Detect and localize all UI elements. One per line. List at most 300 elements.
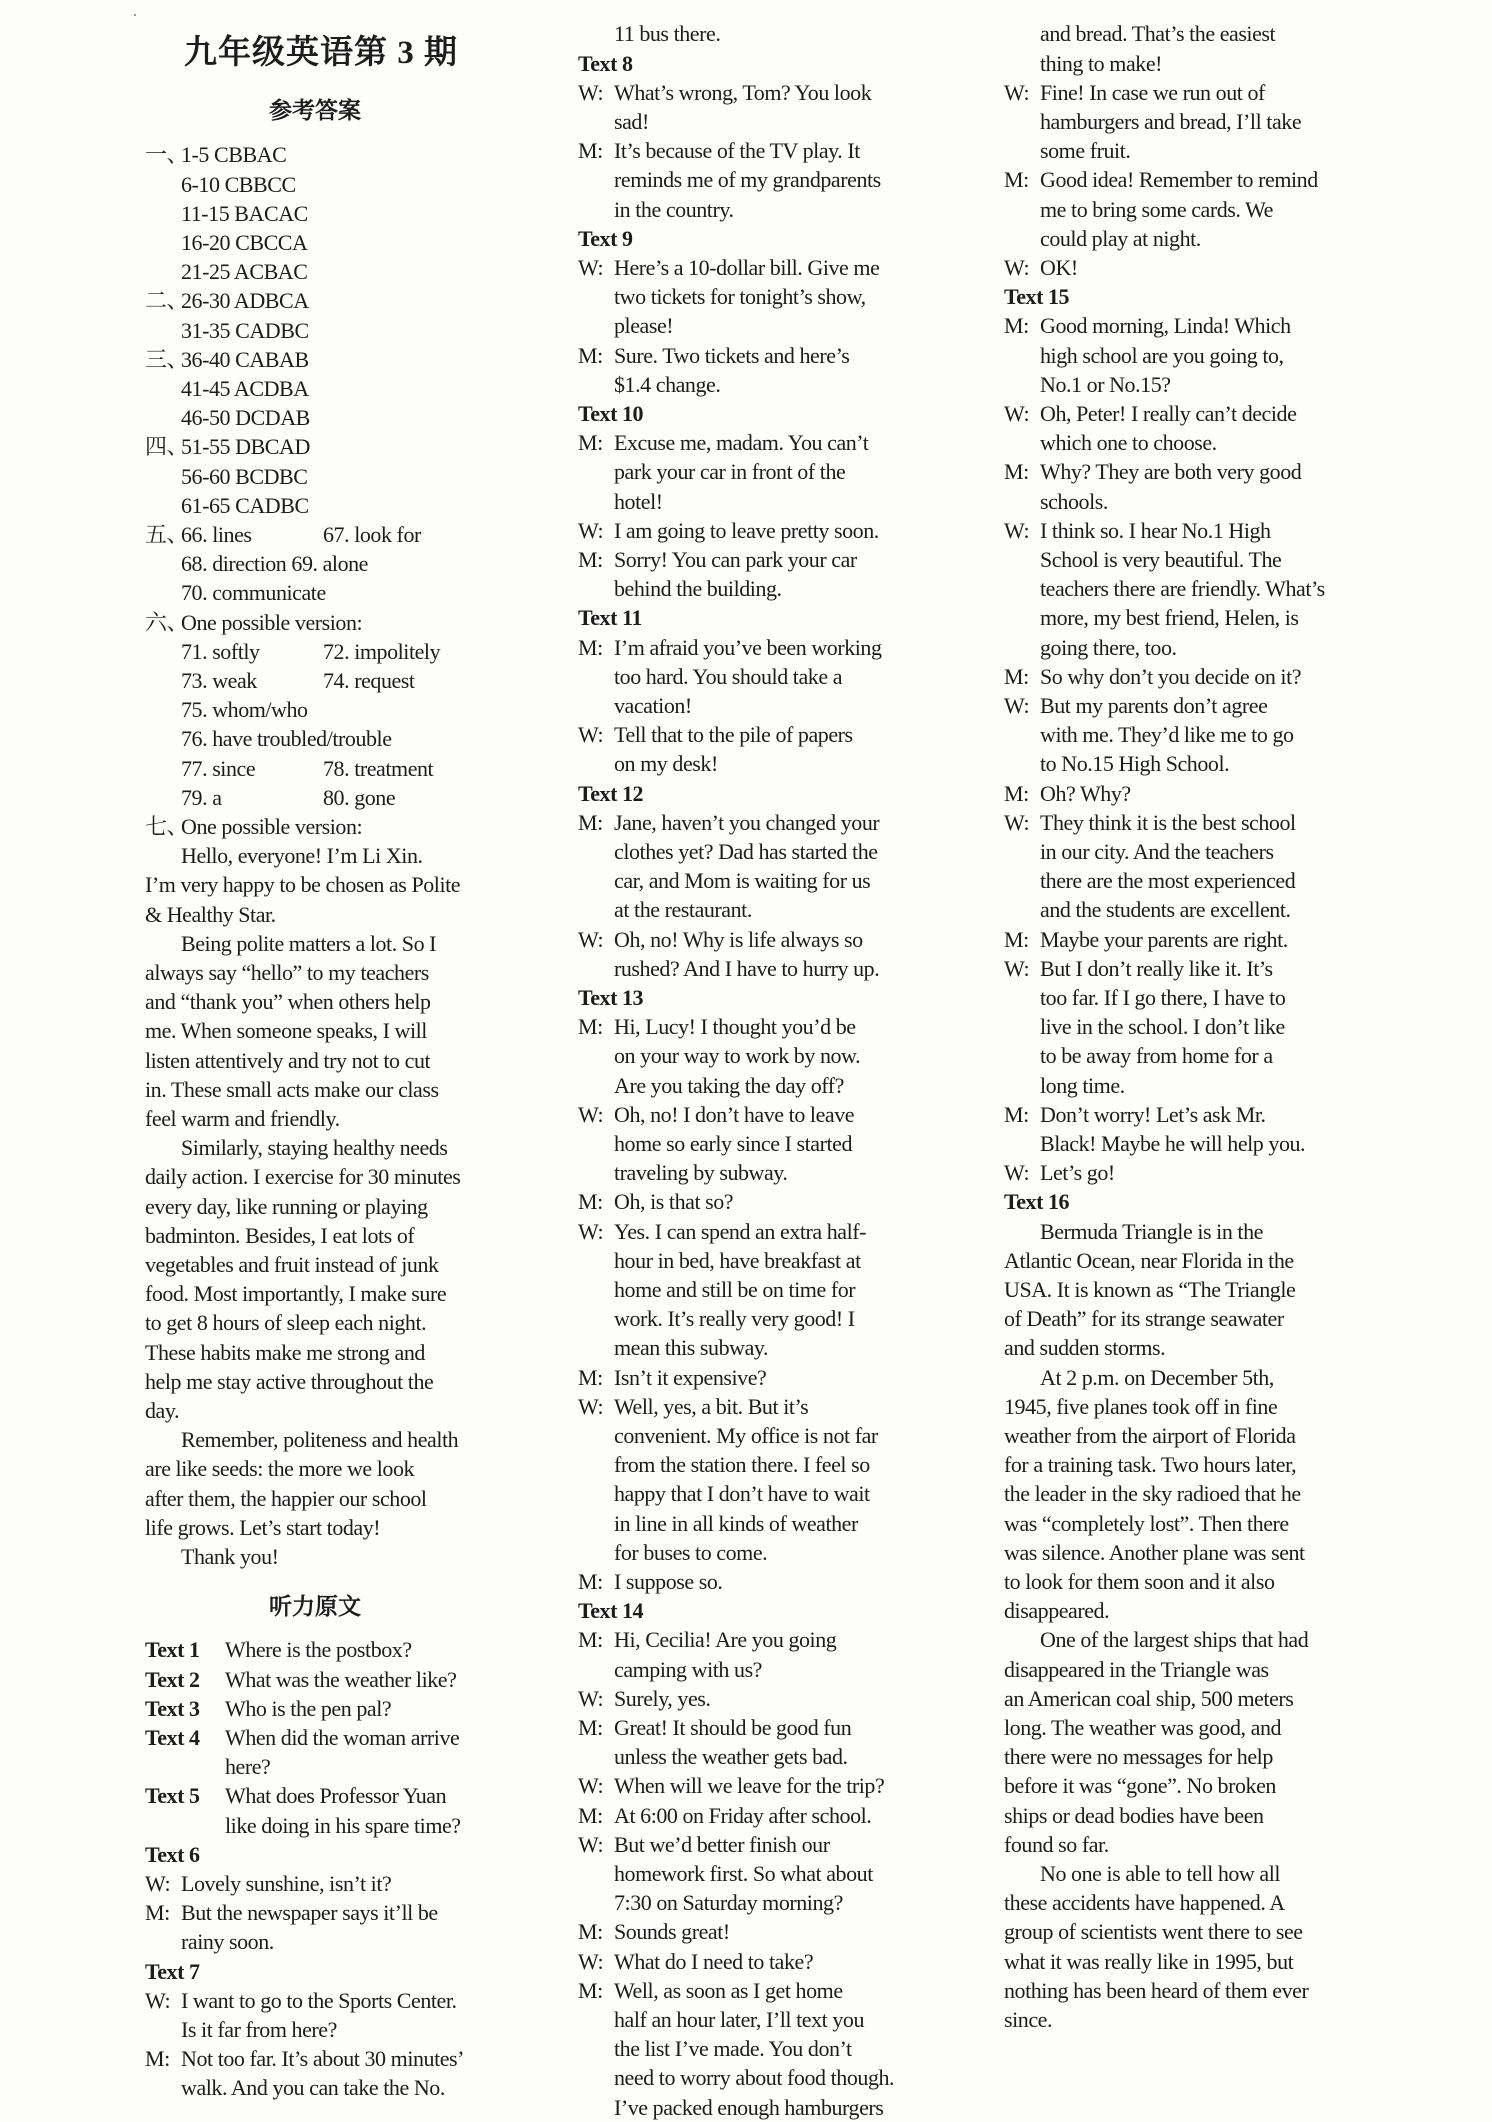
line-text: Good morning, Linda! Which bbox=[1040, 313, 1291, 339]
line-text: 6-10 CBBCC bbox=[181, 171, 296, 197]
dialogue-line bbox=[578, 808, 879, 837]
text-line bbox=[145, 520, 421, 549]
line-text: Oh, no! Why is life always so bbox=[614, 926, 863, 952]
line-text: 41-45 ACDBA bbox=[181, 376, 309, 401]
speaker-label: M: bbox=[578, 1189, 603, 1215]
text-line bbox=[1004, 1567, 1275, 1596]
dialogue-line bbox=[578, 633, 882, 662]
text-line bbox=[1004, 1888, 1285, 1917]
line-text: too far. If I go there, I have to bbox=[1040, 985, 1286, 1010]
dialogue-line bbox=[1004, 516, 1271, 545]
dialogue-line bbox=[1004, 954, 1273, 983]
line-text: some fruit. bbox=[1040, 138, 1131, 164]
line-text: to be away from home for a bbox=[1040, 1043, 1273, 1069]
line-text: When will we leave for the trip? bbox=[614, 1773, 885, 1799]
line-text: on your way to work by now. bbox=[614, 1043, 861, 1069]
text-line bbox=[181, 783, 396, 812]
line-text: 66. lines bbox=[181, 522, 252, 547]
speaker-label: M: bbox=[1004, 313, 1029, 339]
scan-speck bbox=[134, 14, 136, 16]
section-heading bbox=[578, 603, 642, 632]
text-number-label: Text 4 bbox=[145, 1725, 200, 1750]
text-line bbox=[614, 662, 842, 691]
line-text: 56-60 BCDBC bbox=[181, 463, 308, 489]
line-text: at the restaurant. bbox=[614, 897, 752, 923]
speaker-label: W: bbox=[1004, 809, 1030, 835]
text-line bbox=[145, 1308, 426, 1337]
line-text: 16-20 CBCCA bbox=[181, 230, 308, 255]
line-text: reminds me of my grandparents bbox=[614, 167, 881, 193]
line-text: half an hour later, I’ll text you bbox=[614, 2007, 865, 2032]
text-line bbox=[1004, 1596, 1109, 1625]
dialogue-line bbox=[1004, 691, 1267, 720]
text-line bbox=[614, 895, 752, 924]
text-line bbox=[1040, 720, 1294, 749]
text-line bbox=[225, 1752, 270, 1781]
text-line bbox=[145, 1016, 427, 1045]
line-text: happy that I don’t have to wait bbox=[614, 1481, 870, 1507]
line-text: Well, as soon as I get home bbox=[614, 1977, 843, 2003]
line-text: live in the school. I don’t like bbox=[1040, 1014, 1285, 1040]
text-line bbox=[614, 487, 663, 516]
line-text: before it was “gone”. No broken bbox=[1004, 1773, 1276, 1799]
speaker-label: W: bbox=[578, 1773, 604, 1799]
dialogue-line bbox=[1004, 78, 1265, 107]
line-text: Oh? Why? bbox=[1040, 780, 1131, 806]
speaker-label: M: bbox=[1004, 459, 1029, 485]
line-text: two tickets for tonight’s show, bbox=[614, 284, 866, 310]
section-heading bbox=[578, 399, 643, 428]
text-line bbox=[181, 374, 309, 403]
text-line bbox=[614, 1304, 855, 1333]
line-text: too hard. You should take a bbox=[614, 663, 843, 689]
speaker-label: M: bbox=[578, 1977, 603, 2003]
dialogue-line bbox=[578, 545, 857, 574]
dialogue-line bbox=[578, 720, 853, 749]
text-line bbox=[181, 2015, 337, 2044]
speaker-label: M: bbox=[578, 1802, 603, 1828]
text-number-label: Text 5 bbox=[145, 1783, 200, 1809]
line-text: Is it far from here? bbox=[181, 2017, 337, 2042]
text-line bbox=[614, 2063, 894, 2092]
line-text: Who is the pen pal? bbox=[225, 1695, 392, 1721]
speaker-label: W: bbox=[578, 1393, 604, 1419]
line-text: and “thank you” when others help bbox=[145, 989, 431, 1015]
line-text: Yes. I can spend an extra half- bbox=[614, 1218, 867, 1244]
line-text: Atlantic Ocean, near Florida in the bbox=[1004, 1247, 1294, 1273]
text-line bbox=[614, 1888, 843, 1917]
text-line bbox=[145, 1162, 460, 1191]
line-text: But the newspaper says it’ll be bbox=[181, 1900, 438, 1926]
text-line bbox=[145, 1279, 446, 1308]
line-text: Sorry! You can park your car bbox=[614, 547, 857, 572]
text-line bbox=[1004, 1392, 1277, 1421]
text-line bbox=[614, 1742, 848, 1771]
line-text: Tell that to the pile of papers bbox=[614, 722, 853, 748]
dialogue-line bbox=[578, 1567, 722, 1596]
text-line bbox=[1004, 1538, 1305, 1567]
dialogue-line bbox=[578, 341, 849, 370]
text-line bbox=[145, 958, 429, 987]
line-text: Sure. Two tickets and here’s bbox=[614, 342, 850, 368]
line-text: At 2 p.m. on December 5th, bbox=[1040, 1364, 1274, 1390]
line-text: Being polite matters a lot. So I bbox=[181, 930, 437, 956]
line-text: more, my best friend, Helen, is bbox=[1040, 605, 1299, 631]
line-text: behind the building. bbox=[614, 576, 782, 602]
text-line bbox=[181, 228, 307, 257]
speaker-label: M: bbox=[578, 1919, 603, 1945]
speaker-label: M: bbox=[578, 1569, 603, 1594]
text-line bbox=[181, 1425, 458, 1454]
text-line bbox=[614, 954, 879, 983]
text-line bbox=[145, 286, 309, 315]
dialogue-line bbox=[578, 1684, 710, 1713]
text-line bbox=[1040, 341, 1284, 370]
line-text: Sounds great! bbox=[614, 1919, 730, 1945]
line-text: home and still be on time for bbox=[614, 1277, 856, 1302]
line-text: 21-25 ACBAC bbox=[181, 259, 308, 285]
speaker-label: M: bbox=[578, 547, 603, 572]
line-text: Remember, politeness and health bbox=[181, 1427, 459, 1453]
line-text: I want to go to the Sports Center. bbox=[181, 1987, 457, 2013]
line-text: group of scientists went there to see bbox=[1004, 1919, 1303, 1945]
text-line bbox=[614, 195, 734, 224]
line-text: Hi, Cecilia! Are you going bbox=[614, 1627, 837, 1653]
line-text: on my desk! bbox=[614, 751, 718, 777]
line-text: 36-40 CABAB bbox=[181, 346, 309, 372]
dialogue-line bbox=[1004, 311, 1291, 340]
line-text: the leader in the sky radioed that he bbox=[1004, 1481, 1301, 1507]
dialogue-line bbox=[578, 1217, 866, 1246]
line-text: Bermuda Triangle is in the bbox=[1040, 1218, 1263, 1244]
text-line bbox=[614, 107, 649, 136]
text-line bbox=[145, 1338, 425, 1367]
line-text: 51-55 DBCAD bbox=[181, 434, 310, 460]
text-line bbox=[1040, 136, 1130, 165]
speaker-label: W: bbox=[145, 1871, 171, 1896]
line-text: traveling by subway. bbox=[614, 1160, 788, 1186]
dialogue-line bbox=[1004, 779, 1131, 808]
line-text: I’m afraid you’ve been working bbox=[614, 634, 882, 660]
line-text: Text 11 bbox=[578, 605, 642, 631]
text-line bbox=[1004, 1421, 1296, 1450]
text-line bbox=[1004, 1450, 1296, 1479]
line-text: 61-65 CADBC bbox=[181, 492, 309, 518]
line-text: badminton. Besides, I eat lots of bbox=[145, 1222, 415, 1248]
text-line bbox=[614, 866, 870, 895]
text-line bbox=[1040, 866, 1295, 895]
line-text: Hi, Lucy! I thought you’d be bbox=[614, 1014, 856, 1040]
page-title: 九年级英语第 3 期 bbox=[184, 35, 458, 71]
text-line bbox=[614, 837, 878, 866]
line-text: ships or dead bodies have been bbox=[1004, 1802, 1264, 1828]
line-text: mean this subway. bbox=[614, 1335, 769, 1361]
text-line bbox=[145, 1635, 412, 1664]
line-text: vacation! bbox=[614, 693, 692, 718]
line-text: Oh, is that so? bbox=[614, 1189, 734, 1215]
line-text: thing to make! bbox=[1040, 50, 1163, 76]
dialogue-line bbox=[145, 1898, 438, 1927]
speaker-label: M: bbox=[1004, 926, 1029, 952]
text-line bbox=[145, 1046, 430, 1075]
section-heading bbox=[578, 983, 643, 1012]
line-text: Isn’t it expensive? bbox=[614, 1364, 767, 1390]
section-number-label: 六、 bbox=[145, 609, 189, 635]
text-line bbox=[181, 724, 392, 753]
line-text: car, and Mom is waiting for us bbox=[614, 868, 871, 894]
line-text: 46-50 DCDAB bbox=[181, 405, 310, 431]
text-number-label: Text 1 bbox=[145, 1637, 200, 1663]
text-line bbox=[181, 754, 434, 783]
text-line bbox=[1040, 895, 1291, 924]
speaker-label: W: bbox=[578, 926, 604, 952]
line-text: park your car in front of the bbox=[614, 459, 846, 485]
dialogue-line bbox=[1004, 925, 1288, 954]
dialogue-line bbox=[578, 516, 879, 545]
text-line bbox=[614, 165, 881, 194]
line-text: please! bbox=[614, 313, 674, 339]
line-text: what it was really like in 1995, but bbox=[1004, 1948, 1294, 1974]
line-text: disappeared. bbox=[1004, 1598, 1110, 1624]
line-text: 68. direction 69. alone bbox=[181, 551, 368, 577]
text-line bbox=[145, 812, 362, 841]
dialogue-line bbox=[1004, 662, 1301, 691]
speaker-label: W: bbox=[1004, 401, 1030, 426]
speaker-label: M: bbox=[578, 342, 603, 368]
text-line bbox=[614, 1129, 852, 1158]
text-line bbox=[1004, 1947, 1293, 1976]
speaker-label: W: bbox=[578, 255, 604, 280]
line-text: It’s because of the TV play. It bbox=[614, 138, 860, 164]
line-text: Text 16 bbox=[1004, 1189, 1070, 1215]
line-text: hour in bed, have breakfast at bbox=[614, 1247, 861, 1273]
line-text: daily action. I exercise for 30 minutes bbox=[145, 1164, 461, 1190]
section-heading bbox=[145, 1840, 200, 1869]
dialogue-line bbox=[1004, 399, 1296, 428]
text-line bbox=[1040, 1071, 1125, 1100]
dialogue-line bbox=[1004, 1158, 1115, 1187]
text-line bbox=[1040, 19, 1275, 48]
dialogue-line bbox=[578, 428, 868, 457]
dialogue-line bbox=[578, 1713, 851, 1742]
line-text: Black! Maybe he will help you. bbox=[1040, 1131, 1306, 1156]
line-text: sad! bbox=[614, 109, 649, 134]
line-text: going there, too. bbox=[1040, 634, 1177, 660]
text-number-label: Text 3 bbox=[145, 1695, 200, 1721]
line-text: an American coal ship, 500 meters bbox=[1004, 1685, 1294, 1711]
line-text: here? bbox=[225, 1754, 271, 1780]
text-line bbox=[614, 2005, 864, 2034]
line-text: to get 8 hours of sleep each night. bbox=[145, 1310, 427, 1336]
line-text: But my parents don’t agree bbox=[1040, 693, 1268, 718]
line-text: & Healthy Star. bbox=[145, 901, 276, 927]
line-text: Text 8 bbox=[578, 50, 633, 76]
line-text: What do I need to take? bbox=[614, 1948, 814, 1974]
line-text: 77. since bbox=[181, 755, 256, 781]
line-text: convenient. My office is not far bbox=[614, 1423, 878, 1448]
text-line bbox=[1004, 1275, 1295, 1304]
line-text: One possible version: bbox=[181, 609, 363, 635]
text-line bbox=[1004, 1771, 1276, 1800]
text-line bbox=[614, 2093, 883, 2122]
text-line bbox=[181, 666, 415, 695]
line-text: rainy soon. bbox=[181, 1929, 274, 1955]
line-text: since. bbox=[1004, 2007, 1053, 2032]
line-text: for a training task. Two hours later, bbox=[1004, 1452, 1297, 1478]
line-text: camping with us? bbox=[614, 1656, 762, 1682]
speaker-label: W: bbox=[578, 722, 604, 748]
line-text: to look for them soon and it also bbox=[1004, 1569, 1275, 1594]
line-text: long. The weather was good, and bbox=[1004, 1715, 1282, 1740]
line-text: from the station there. I feel so bbox=[614, 1452, 870, 1478]
line-text: walk. And you can take the No. bbox=[181, 2075, 445, 2101]
line-text: 1-5 CBBAC bbox=[181, 142, 287, 168]
dialogue-line bbox=[578, 1917, 730, 1946]
line-text: 1945, five planes took off in fine bbox=[1004, 1393, 1278, 1419]
text-line bbox=[1040, 1363, 1274, 1392]
line-text: One possible version: bbox=[181, 814, 363, 839]
dialogue-line bbox=[145, 1869, 391, 1898]
line-text: Oh, no! I don’t have to leave bbox=[614, 1101, 855, 1127]
line-text: always say “hello” to my teachers bbox=[145, 960, 429, 985]
line-text: the list I’ve made. You don’t bbox=[614, 2036, 852, 2062]
line-text: USA. It is known as “The Triangle bbox=[1004, 1277, 1296, 1302]
line-text: like doing in his spare time? bbox=[225, 1812, 461, 1838]
dialogue-line bbox=[578, 1947, 813, 1976]
line-text: Text 14 bbox=[578, 1598, 644, 1624]
line-text: Maybe your parents are right. bbox=[1040, 926, 1288, 952]
dialogue-line bbox=[578, 1392, 808, 1421]
text-line bbox=[181, 199, 308, 228]
dialogue-line bbox=[1004, 1100, 1266, 1129]
text-line bbox=[145, 987, 431, 1016]
line-text: Lovely sunshine, isn’t it? bbox=[181, 1871, 392, 1896]
line-text: Similarly, staying healthy needs bbox=[181, 1135, 448, 1161]
text-number-label: Text 2 bbox=[145, 1666, 200, 1692]
line-text: these accidents have happened. A bbox=[1004, 1890, 1285, 1916]
text-line bbox=[1040, 749, 1229, 778]
section-number-label: 一、 bbox=[145, 142, 189, 168]
line-text: Great! It should be good fun bbox=[614, 1715, 852, 1740]
text-line bbox=[1040, 1041, 1273, 1070]
dialogue-line bbox=[578, 1012, 856, 1041]
text-line bbox=[145, 1781, 446, 1810]
text-line bbox=[145, 1723, 459, 1752]
speaker-label: M: bbox=[145, 1900, 170, 1926]
text-line bbox=[1004, 1976, 1308, 2005]
line-text: Where is the postbox? bbox=[225, 1637, 412, 1663]
line-text: was silence. Another plane was sent bbox=[1004, 1539, 1305, 1565]
line-text: with me. They’d like me to go bbox=[1040, 722, 1294, 748]
text-line bbox=[1004, 1509, 1289, 1538]
line-text: 26-30 ADBCA bbox=[181, 288, 309, 314]
line-text: Excuse me, madam. You can’t bbox=[614, 430, 869, 456]
speaker-label: M: bbox=[1004, 663, 1029, 689]
line-text: 7:30 on Saturday morning? bbox=[614, 1890, 843, 1916]
text-line bbox=[1004, 1479, 1301, 1508]
line-text: I suppose so. bbox=[614, 1569, 723, 1594]
speaker-label: M: bbox=[578, 138, 603, 164]
speaker-label: M: bbox=[578, 430, 603, 456]
speaker-label: M: bbox=[578, 1627, 603, 1653]
text-line bbox=[181, 491, 309, 520]
line-text: found so far. bbox=[1004, 1831, 1109, 1857]
line-text: Text 12 bbox=[578, 780, 644, 806]
text-line bbox=[614, 19, 720, 48]
second-answer: 72. impolitely bbox=[323, 638, 441, 664]
text-line bbox=[145, 1665, 456, 1694]
text-line bbox=[145, 608, 362, 637]
text-line bbox=[181, 1133, 447, 1162]
line-text: Not too far. It’s about 30 minutes’ bbox=[181, 2046, 465, 2072]
text-line bbox=[614, 1859, 873, 1888]
speaker-label: M: bbox=[578, 1364, 603, 1390]
line-text: What’s wrong, Tom? You look bbox=[614, 79, 872, 105]
speaker-label: W: bbox=[1004, 517, 1030, 543]
text-line bbox=[145, 1484, 427, 1513]
text-line bbox=[1040, 574, 1325, 603]
text-line bbox=[614, 749, 718, 778]
text-line bbox=[614, 1538, 767, 1567]
text-line bbox=[145, 1075, 439, 1104]
line-text: disappeared in the Triangle was bbox=[1004, 1656, 1269, 1682]
speaker-label: W: bbox=[578, 1831, 604, 1857]
text-line bbox=[1040, 487, 1108, 516]
speaker-label: W: bbox=[578, 1101, 604, 1127]
text-line bbox=[181, 257, 307, 286]
speaker-label: W: bbox=[578, 1948, 604, 1974]
line-text: in the country. bbox=[614, 196, 734, 222]
speaker-label: W: bbox=[578, 79, 604, 105]
dialogue-line bbox=[578, 1363, 766, 1392]
text-line bbox=[1040, 1217, 1263, 1246]
second-answer: 80. gone bbox=[323, 784, 396, 810]
text-line bbox=[145, 1396, 179, 1425]
listening-heading: 听力原文 bbox=[269, 1594, 361, 1619]
line-text: schools. bbox=[1040, 488, 1108, 514]
speaker-label: W: bbox=[578, 517, 604, 543]
text-line bbox=[1040, 1012, 1285, 1041]
line-text: Well, yes, a bit. But it’s bbox=[614, 1393, 809, 1419]
text-line bbox=[614, 282, 866, 311]
second-answer: 74. request bbox=[323, 668, 415, 693]
answers-heading: 参考答案 bbox=[269, 98, 361, 123]
section-heading bbox=[1004, 282, 1069, 311]
speaker-label: M: bbox=[145, 2046, 170, 2072]
line-text: in line in all kinds of weather bbox=[614, 1510, 858, 1536]
line-text: long time. bbox=[1040, 1072, 1125, 1098]
text-line bbox=[614, 1655, 762, 1684]
text-line bbox=[145, 1250, 439, 1279]
speaker-label: M: bbox=[1004, 1101, 1029, 1127]
text-line bbox=[1004, 1246, 1294, 1275]
text-line bbox=[181, 695, 308, 724]
line-text: 71. softly bbox=[181, 638, 260, 664]
line-text: Thank you! bbox=[181, 1544, 279, 1569]
text-line bbox=[1040, 224, 1201, 253]
section-heading bbox=[578, 224, 633, 253]
speaker-label: W: bbox=[1004, 79, 1030, 105]
line-text: hamburgers and bread, I’ll take bbox=[1040, 109, 1302, 134]
line-text: was “completely lost”. Then there bbox=[1004, 1510, 1289, 1536]
text-line bbox=[145, 1367, 433, 1396]
line-text: Text 15 bbox=[1004, 284, 1070, 310]
line-text: So why don’t you decide on it? bbox=[1040, 663, 1302, 689]
speaker-label: M: bbox=[1004, 167, 1029, 193]
text-line bbox=[614, 1333, 768, 1362]
section-number-label: 四、 bbox=[145, 434, 189, 460]
text-line bbox=[1040, 1859, 1280, 1888]
